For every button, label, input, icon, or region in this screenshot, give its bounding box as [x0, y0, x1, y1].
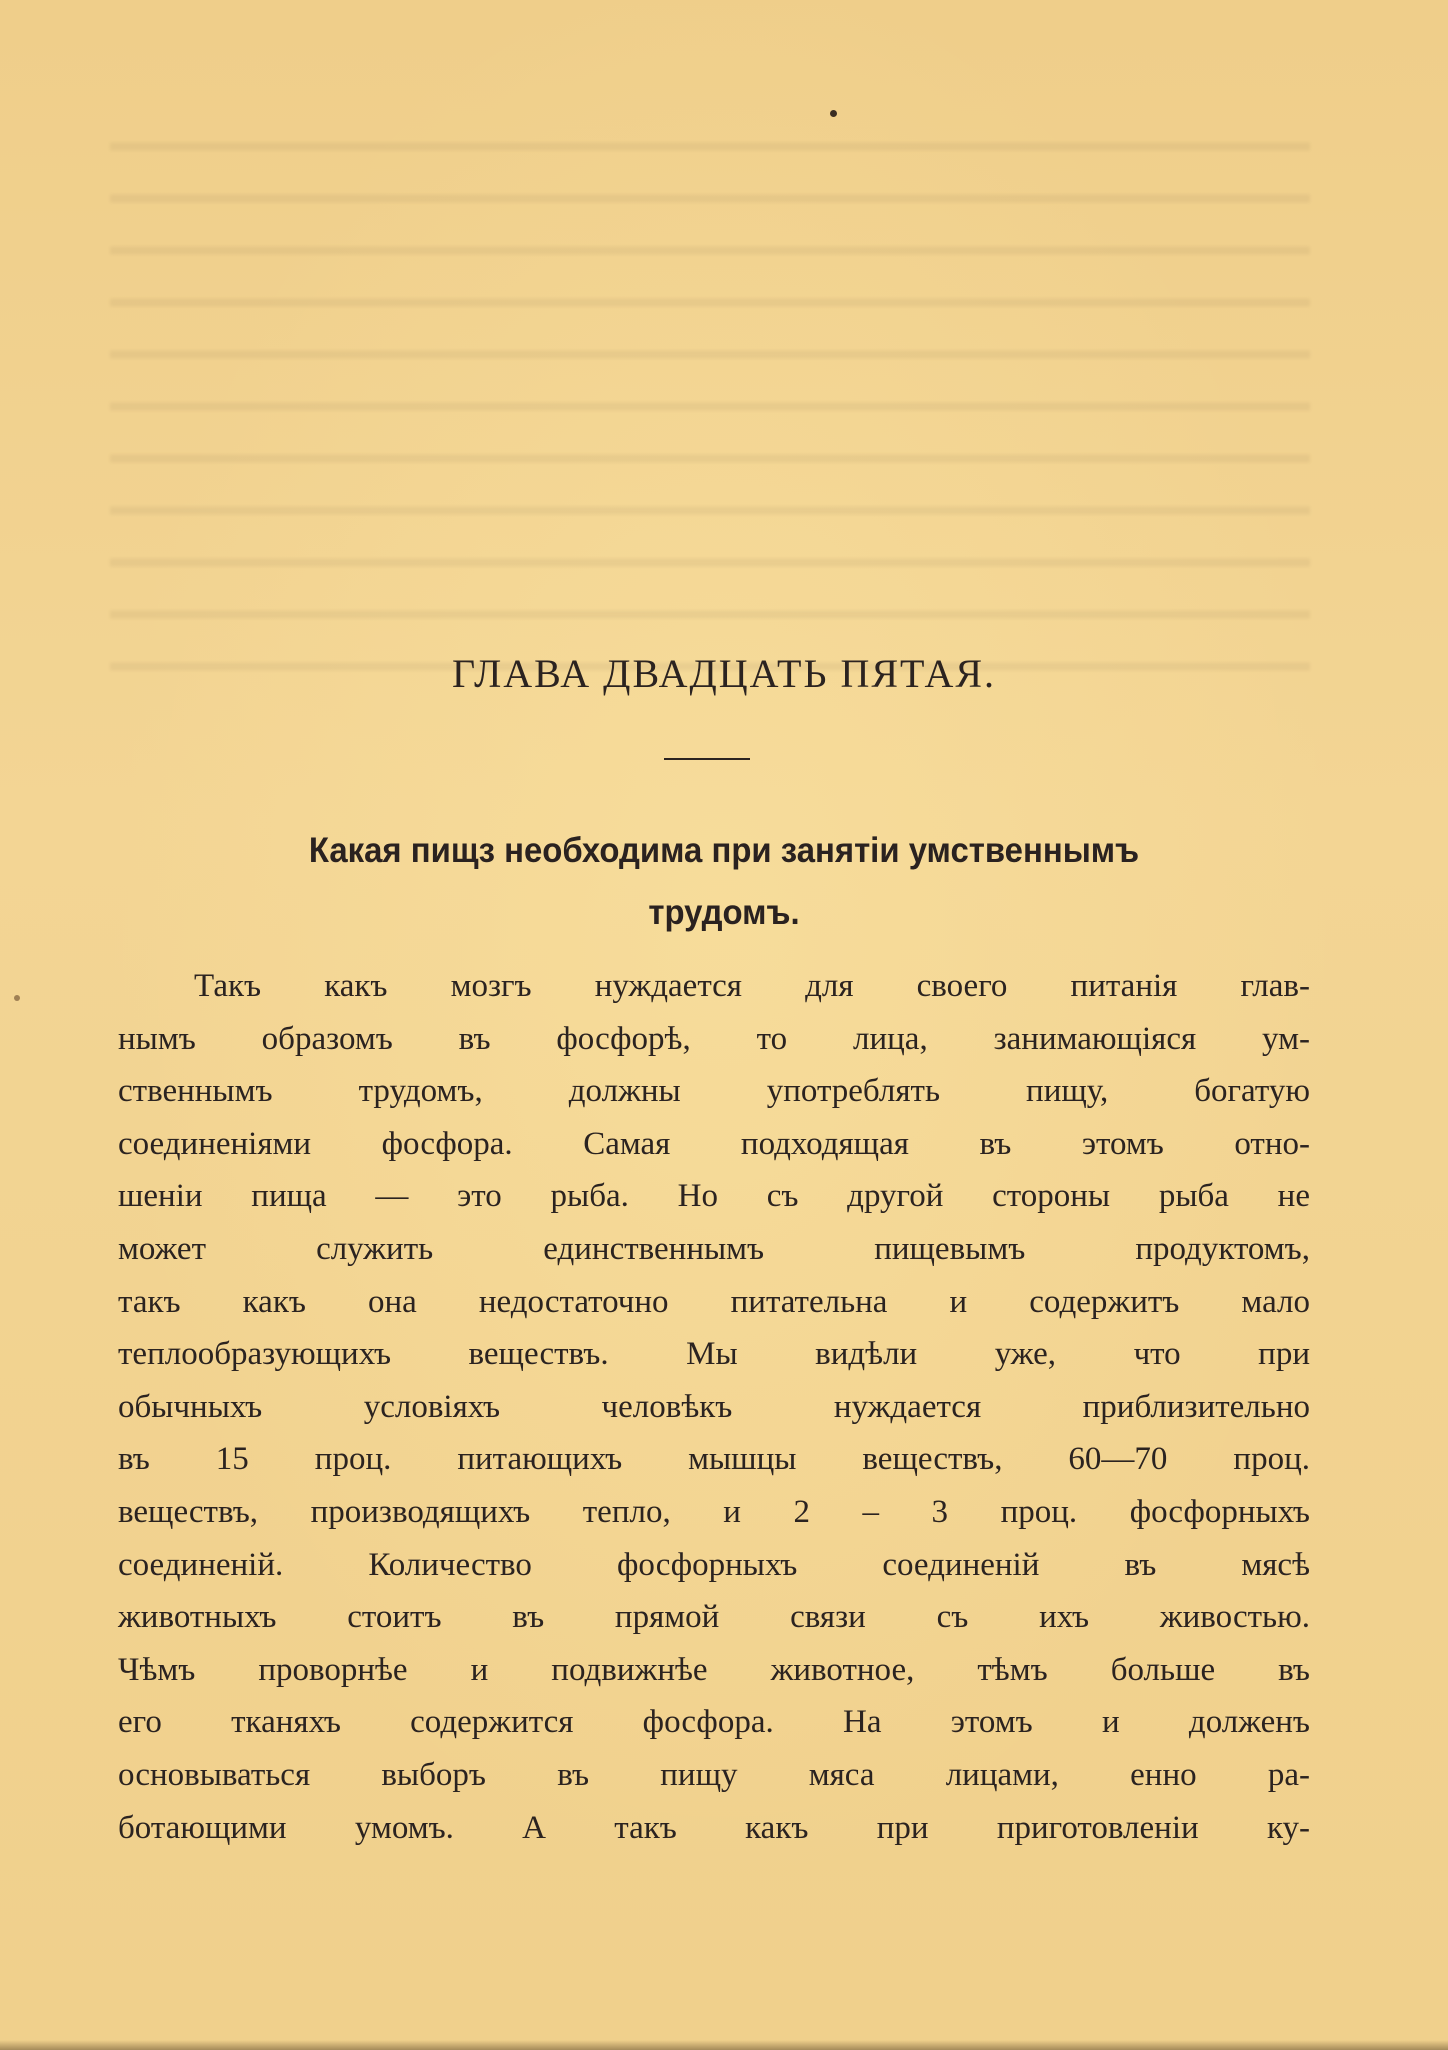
text-line: ботающими умомъ. А такъ какъ при приготовленіи ку-: [118, 1809, 1310, 1846]
ink-spot-left: [14, 995, 20, 1001]
title-divider: [664, 758, 750, 760]
text-line: основываться выборъ въ пищу мяса лицами, енно ра-: [118, 1756, 1310, 1793]
section-heading-line-2: трудомъ.: [648, 893, 800, 932]
text-line: может служить единственнымъ пищевымъ продуктомъ,: [118, 1230, 1310, 1267]
text-line: шеніи пища — это рыба. Но съ другой стороны рыба не: [118, 1178, 1310, 1215]
text-line: обычныхъ условіяхъ человѣкъ нуждается приблизительно: [118, 1388, 1310, 1425]
text-line: соединеній. Количество фосфорныхъ соединеній въ мясѣ: [118, 1546, 1310, 1583]
text-line: ственнымъ трудомъ, должны употреблять пищу, богатую: [118, 1073, 1310, 1110]
section-heading: [128, 820, 1320, 944]
body-paragraph: [118, 960, 1310, 1854]
page-edge: [0, 2040, 1448, 2050]
text-line: его тканяхъ содержится фосфора. На этомъ и долженъ: [118, 1704, 1310, 1741]
text-line: Чѣмъ проворнѣе и подвижнѣе животное, тѣмъ больше въ: [118, 1651, 1310, 1688]
text-line: веществъ, производящихъ тепло, и 2 – 3 проц. фосфорныхъ: [118, 1493, 1310, 1530]
section-heading-line-1: Какая пищз необходима при занятіи умственнымъ: [308, 831, 1140, 870]
text-line: соединеніями фосфора. Самая подходящая въ этомъ отно-: [118, 1125, 1310, 1162]
chapter-title: ГЛАВА ДВАДЦАТЬ ПЯТАЯ.: [451, 651, 997, 696]
ink-spot: [830, 110, 837, 117]
show-through-text: [110, 110, 1310, 710]
text-line: теплообразующихъ веществъ. Мы видѣли уже, что при: [118, 1336, 1310, 1373]
text-line: Такъ какъ мозгъ нуждается для своего питанія глав-: [194, 968, 1310, 1004]
text-line: такъ какъ она недостаточно питательна и содержитъ мало: [118, 1283, 1310, 1320]
text-line: нымъ образомъ въ фосфорѣ, то лица, занимающіяся ум-: [118, 1020, 1310, 1057]
text-line: въ 15 проц. питающихъ мышцы веществъ, 60—70 проц.: [118, 1441, 1310, 1478]
text-line: животныхъ стоитъ въ прямой связи съ ихъ живостью.: [118, 1599, 1310, 1636]
